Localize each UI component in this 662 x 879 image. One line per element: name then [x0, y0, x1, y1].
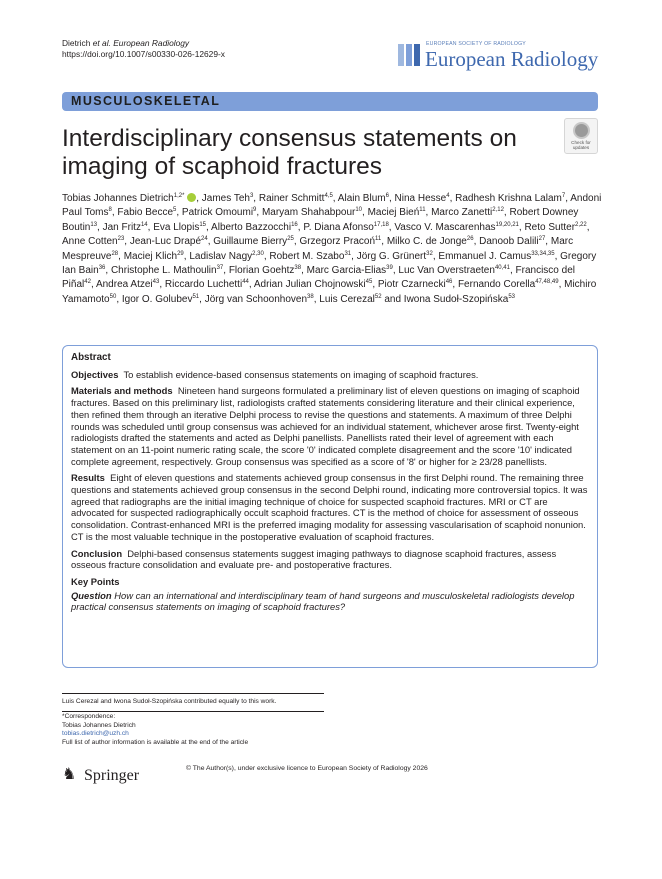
section-label: MUSCULOSKELETAL: [71, 94, 221, 108]
author-list: Tobias Johannes Dietrich$^{1,2*}$ , James Teh$^3$, Rainer Schmitt$^{4,5}$, Alain Blum$^6$, Nina Hesse$^4$, Radhesh Krishna Lalam$^7$, Andoni Paul Toms$^8$, Fabio Becce$^5$, Patrick Omoumi$^9$, Maryam Shahabpour$^{10}$, Maciej Bień$^{11}$, Marco Zanetti$^{2,12}$, Robert Downey Boutin$^{13}$, Jan Fritz$^{14}$, Eva Llopis$^{15}$, Alberto Bazzocchi$^{16}$, P. Diana Afonso$^{17,18}$, Vasco V. Mascarenhas$^{19,20,21}$, Reto Sutter$^{2,22}$, Anne Cotten$^{23}$, Jean-Luc Drapé$^{24}$, Guillaume Bierry$^{25}$, Grzegorz Pracoń$^{11}$, Milko C. de Jonge$^{26}$, Danoob Dalili$^{27}$, Marc Mespreuve$^{28}$, Maciej Klich$^{29}$, Ladislav Nagy$^{2,30}$, Robert M. Szabo$^{31}$, Jörg G. Grünert$^{32}$, Emmanuel J. Camus$^{33,34,35}$, Gregory Ian Bain$^{36}$, Christophe L. Mathoulin$^{37}$, Florian Goehtz$^{38}$, Marc Garcia-Elias$^{39}$, Luc Van Overstraeten$^{40,41}$, Francisco del Piñal$^{42}$, Andrea Atzei$^{43}$, Riccardo Luchetti$^{44}$, Adrian Julian Chojnowski$^{45}$, Piotr Czarnecki$^{46}$, Fernando Corella$^{47,48,49}$, Michiro Yamamoto$^{50}$, Igor O. Golubev$^{51}$, Jörg van Schoonhoven$^{38}$, Luis Cerezal$^{52}$ and Iwona Sudoł-Szopińska$^{53}$: [62, 193, 602, 305]
affiliation-marker: 4: [446, 193, 450, 199]
author-name[interactable]: James Teh$^3$: [201, 193, 254, 204]
author-name[interactable]: Igor O. Golubev$^{51}$: [121, 293, 200, 305]
affiliation-marker: 13: [90, 221, 98, 228]
affiliation-marker: 8: [108, 207, 112, 214]
affiliation-marker: 29: [177, 250, 184, 257]
affiliation-marker: 6: [385, 193, 389, 199]
affiliation-marker: 32: [426, 250, 433, 257]
affiliation-marker: 5: [173, 207, 177, 214]
abstract-conclusion: Conclusion Delphi-based consensus statements suggest imaging pathways to diagnose scaphoid fractures, assess osseous fracture consolidation and evaluate pre- and postoperative fractures.: [71, 547, 557, 571]
author-name[interactable]: Jörg G. Grünert$^{32}$: [356, 250, 433, 262]
affiliation-marker: 4,5: [324, 193, 333, 199]
affiliation-marker: 28: [111, 250, 119, 257]
running-header: [62, 38, 225, 60]
affiliation-marker: 38: [307, 293, 314, 300]
abstract-objectives: Objectives To establish evidence-based consensus statements on imaging of scaphoid fractures.: [71, 368, 479, 380]
author-name[interactable]: Michiro Yamamoto$^{50}$: [62, 279, 597, 305]
society-name: EUROPEAN SOCIETY OF RADIOLOGY: [426, 41, 526, 47]
author-name[interactable]: Rainer Schmitt$^{4,5}$: [258, 193, 333, 204]
affiliation-marker: 37: [216, 265, 224, 272]
affiliation-marker: 10: [355, 207, 363, 214]
affiliation-marker: 27: [538, 236, 546, 243]
affiliation-marker: 53: [508, 293, 515, 300]
affiliation-marker: 9: [253, 207, 257, 214]
author-name[interactable]: Reto Sutter$^{2,22}$: [524, 221, 587, 233]
affiliation-marker: 44: [242, 279, 249, 286]
section-banner: [62, 92, 598, 111]
author-name[interactable]: Maciej Klich$^{29}$: [123, 250, 184, 262]
author-name[interactable]: Robert Downey Boutin$^{13}$: [62, 207, 579, 233]
affiliation-marker: 7: [561, 193, 566, 199]
affiliation-marker: 52: [374, 293, 382, 300]
affiliation-marker: 51: [192, 293, 200, 300]
affiliation-marker: 17,18: [373, 221, 389, 228]
citation-etal: et al.: [92, 38, 111, 48]
correspondence-name: Tobias Johannes Dietrich: [62, 721, 136, 729]
check-for-updates-button[interactable]: [564, 118, 598, 154]
author-name[interactable]: Marc Garcia-Elias$^{39}$: [306, 265, 393, 277]
key-points-question: Question How can an international and interdisciplinary team of hand surgeons and musculoskeletal radiologists develop practical consensus statements on imaging of scaphoid fractures?: [71, 589, 575, 613]
author-name[interactable]: Vasco V. Mascarenhas$^{19,20,21}$: [394, 221, 519, 233]
correspondence-block: [62, 713, 248, 747]
author-name[interactable]: Jan Fritz$^{14}$: [102, 221, 148, 233]
author-name[interactable]: Jean-Luc Drapé$^{24}$: [129, 236, 208, 248]
author-name[interactable]: Patrick Omoumi$^9$: [181, 207, 257, 219]
copyright-line: © The Author(s), under exclusive licence to European Society of Radiology 2026: [186, 765, 428, 772]
author-name[interactable]: Ladislav Nagy$^{2,30}$: [189, 250, 264, 262]
affiliation-marker: 11: [375, 236, 382, 243]
author-name[interactable]: Adrian Julian Chojnowski$^{45}$: [253, 279, 373, 291]
author-name[interactable]: Christophe L. Mathoulin$^{37}$: [110, 265, 224, 277]
author-name[interactable]: Milko C. de Jonge$^{26}$: [386, 236, 474, 248]
author-name[interactable]: Fabio Becce$^5$: [117, 207, 177, 219]
affiliation-marker: 25: [287, 236, 294, 243]
author-name[interactable]: Maryam Shahabpour$^{10}$: [261, 207, 363, 219]
affiliation-marker: 36: [98, 265, 106, 272]
author-name[interactable]: Guillaume Bierry$^{25}$: [213, 236, 294, 248]
author-name[interactable]: Grzegorz Pracoń$^{11}$: [299, 236, 382, 248]
updates-icon: [573, 122, 590, 139]
author-name[interactable]: Danoob Dalili$^{27}$: [479, 236, 546, 248]
author-name[interactable]: Anne Cotten$^{23}$: [62, 236, 125, 248]
author-name[interactable]: Radhesh Krishna Lalam$^7$: [455, 193, 566, 204]
author-name[interactable]: Maciej Bień$^{11}$: [367, 207, 426, 219]
author-name[interactable]: Andoni Paul Toms$^8$: [62, 193, 602, 219]
orcid-icon[interactable]: [187, 193, 196, 202]
author-name[interactable]: Gregory Ian Bain$^{36}$: [62, 250, 597, 277]
affiliation-marker: 3: [249, 193, 254, 199]
affiliation-marker: 47,48,49: [535, 279, 559, 286]
affiliation-marker: 2,22: [575, 221, 587, 228]
journal-name: European Radiology: [425, 47, 599, 71]
author-name[interactable]: Luc Van Overstraeten$^{40,41}$: [398, 265, 510, 277]
author-name[interactable]: Marc Mespreuve$^{28}$: [62, 236, 574, 262]
author-name[interactable]: Emmanuel J. Camus$^{33,34,35}$: [438, 250, 555, 262]
affiliation-marker: 2,12: [492, 207, 504, 214]
author-name[interactable]: Luis Cerezal$^{52}$: [319, 293, 382, 305]
author-name[interactable]: Francisco del Piñal$^{42}$: [62, 265, 575, 291]
doi-link[interactable]: https://doi.org/10.1007/s00330-026-12629-x: [62, 49, 225, 59]
affiliation-marker: 38: [294, 265, 302, 272]
esr-logo-icon: [397, 42, 421, 68]
affiliation-marker: 16: [291, 221, 298, 228]
author-name[interactable]: Fernando Corella$^{47,48,49}$: [457, 279, 559, 291]
correspondence-email-link[interactable]: tobias.dietrich@uzh.ch: [62, 730, 129, 738]
affiliation-marker: 43: [152, 279, 160, 286]
abstract-results: Results Eight of eleven questions and statements achieved group consensus in the first Delphi round. The remaining three questions and statements achieved group consensus in the second Delphi round, indicating more controversial topics. It was agreed that radiographs are the initial imaging technique of choice for suspected scaphoid fractures. MRI or CT are advocated for suspected radiographically occult scaphoid fractures. CT is the method of choice for assessment of osseous consolidation. Contrast-enhanced MRI is the preferred imaging modality for assessing vascularisation of scaphoid nonunion. CT is the most valuable technique in the postoperative evaluation of scaphoid fractures.: [71, 472, 588, 542]
author-name[interactable]: Riccardo Luchetti$^{44}$: [164, 279, 249, 291]
footnote-divider: [62, 693, 324, 694]
affiliation-marker: 42: [84, 279, 91, 286]
author-name[interactable]: Robert M. Szabo$^{31}$: [269, 250, 352, 262]
author-name[interactable]: Andrea Atzei$^{43}$: [95, 279, 160, 291]
publisher-name: Springer: [84, 767, 140, 784]
affiliation-marker: 2,30: [252, 250, 264, 257]
author-name[interactable]: Marco Zanetti$^{2,12}$: [431, 207, 504, 219]
affiliation-marker: 50: [109, 293, 117, 300]
author-name[interactable]: Alberto Bazzocchi$^{16}$: [211, 221, 298, 233]
article-title: Interdisciplinary consensus statements on imaging of scaphoid fractures: [62, 125, 517, 180]
affiliation-marker: 11: [419, 207, 426, 214]
author-name[interactable]: Eva Llopis$^{15}$: [153, 221, 207, 233]
author-name[interactable]: Nina Hesse$^4$: [394, 193, 450, 204]
affiliation-marker: 1,2*: [173, 193, 185, 199]
springer-horse-icon: ♞: [62, 766, 77, 783]
author-name[interactable]: Tobias Johannes Dietrich$^{1,2*}$: [62, 193, 196, 204]
journal-brand: [397, 38, 597, 74]
affiliation-marker: 46: [445, 279, 453, 286]
affiliation-marker: 31: [344, 250, 352, 257]
citation-author: Dietrich: [62, 38, 91, 48]
affiliation-marker: 26: [466, 236, 474, 243]
author-name[interactable]: Florian Goehtz$^{38}$: [228, 265, 302, 277]
author-name[interactable]: P. Diana Afonso$^{17,18}$: [303, 221, 389, 233]
citation-line: [62, 38, 225, 49]
affiliation-marker: 14: [140, 221, 148, 228]
author-name[interactable]: Iwona Sudoł-Szopińska$^{53}$: [403, 293, 515, 305]
abstract-heading: Abstract: [71, 352, 111, 363]
correspondence-label: *Correspondence:: [62, 713, 116, 720]
author-name[interactable]: Alain Blum$^6$: [337, 193, 389, 204]
abstract-methods: Materials and methods Nineteen hand surgeons formulated a preliminary list of eleven questions on imaging of scaphoid fractures. Based on this preliminary list, radiologists crafted statements considering literature and their clinical experience, then refined them through an iterative Delphi process to revise the questions and statements. A maximum of three Delphi rounds was scheduled until group consensus was achieved for an individual statement, whichever arose first. Twenty-eight radiologists drafted the statements and acted as Delphi panellists. Panellists rated their level of agreement with each statement on an 11-point numeric rating scale, the score '0' indicated complete disagreement and the score '10' indicated complete agreement, respectively. Group consensus was specified as a score of '8' or higher for ≥ 23/28 panellists.: [71, 385, 580, 467]
affiliation-marker: 39: [386, 265, 393, 272]
equal-contribution-note: Luis Cerezal and Iwona Sudoł-Szopińska contributed equally to this work.: [62, 698, 277, 705]
author-name[interactable]: Jörg van Schoonhoven$^{38}$: [204, 293, 314, 305]
updates-label: Check for updates: [571, 140, 591, 151]
affiliation-marker: 24: [201, 236, 208, 243]
citation-journal: European Radiology: [113, 38, 190, 48]
affiliation-marker: 45: [365, 279, 373, 286]
affiliation-marker: 23: [117, 236, 125, 243]
abstract-box: [62, 345, 598, 668]
publisher-logo: [62, 766, 182, 786]
author-name[interactable]: Piotr Czarnecki$^{46}$: [377, 279, 453, 291]
affiliation-marker: 15: [199, 221, 207, 228]
affiliation-marker: 40,41: [494, 265, 510, 272]
affiliation-marker: 19,20,21: [495, 221, 519, 228]
affiliation-marker: 33,34,35: [531, 250, 555, 257]
footnote-divider-2: [62, 711, 324, 712]
author-info-note: Full list of author information is available at the end of the article: [62, 738, 249, 746]
key-points-heading: Key Points: [71, 575, 120, 587]
